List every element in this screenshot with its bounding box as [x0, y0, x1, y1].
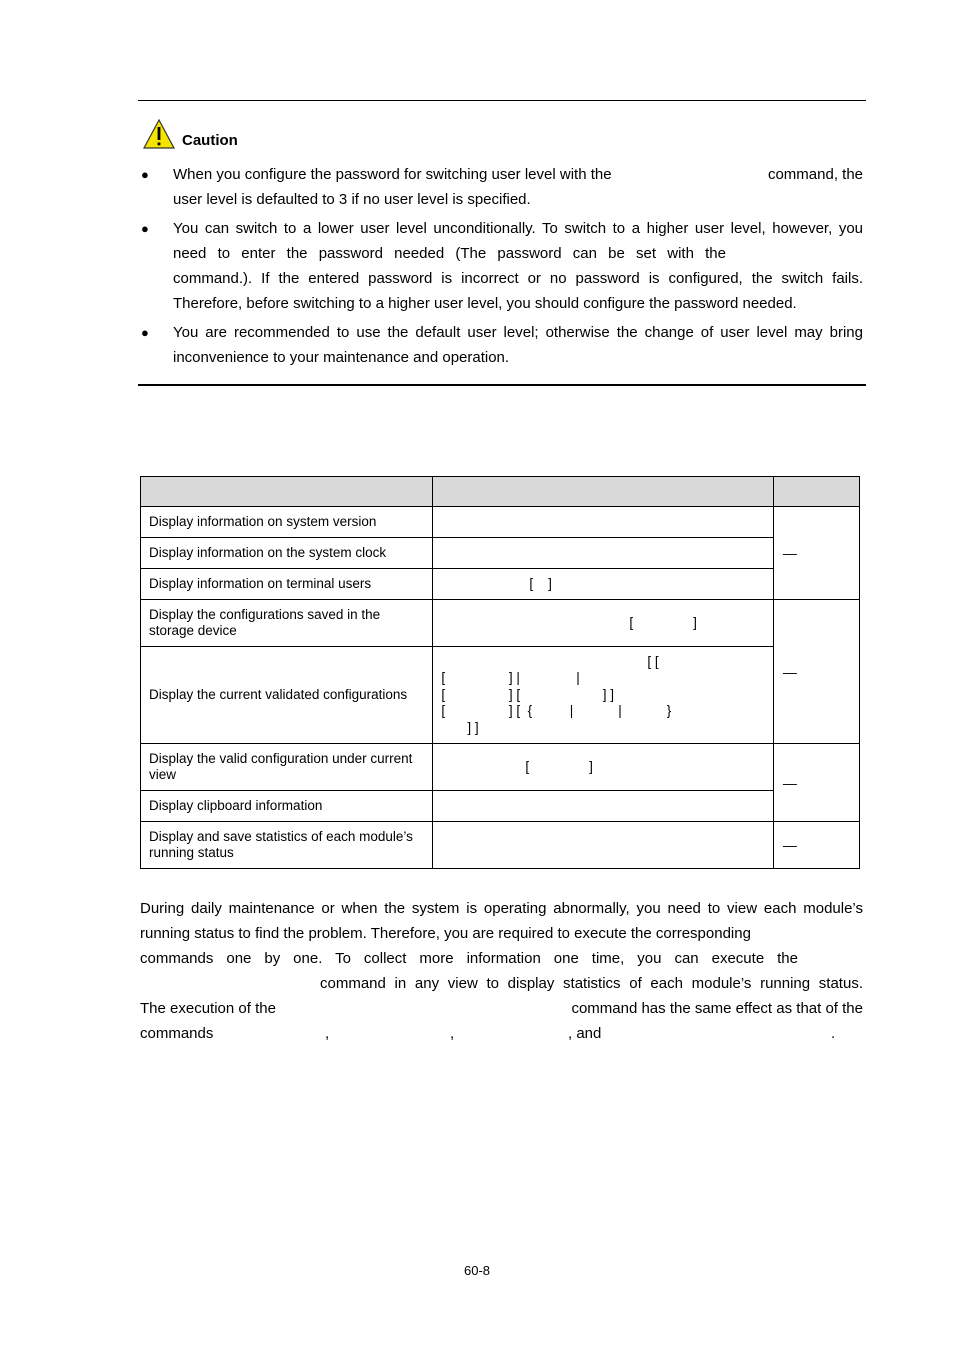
bullet-text: Therefore, before switching to a higher user level, you should configure the password needed.: [173, 295, 797, 312]
table-row: [141, 507, 860, 538]
display-commands-table: [140, 476, 860, 869]
caution-bullet: [140, 320, 863, 370]
table-row: [141, 600, 860, 647]
operation-cell: Display the current validated configurations: [141, 647, 433, 744]
operation-cell: Display the configurations saved in the storage device: [141, 600, 433, 647]
command-cell: [433, 538, 773, 569]
operation-cell: Display the valid configuration under current view: [141, 744, 433, 791]
paragraph-line: commands one by one. To collect more information one time, you can execute the: [140, 950, 798, 967]
command-cell: [433, 647, 773, 744]
bullet-text: command, the: [767, 166, 863, 183]
paragraph-text: commands: [140, 1025, 214, 1042]
paragraph-line: [140, 1021, 863, 1046]
paragraph-text: , and: [568, 1025, 602, 1042]
caution-title: Caution: [182, 132, 238, 149]
paragraph-text: .: [831, 1025, 836, 1042]
command-cell: [433, 569, 773, 600]
bullet-text: When you configure the password for switching user level with the: [173, 166, 612, 183]
bullet-dot: ●: [141, 325, 149, 340]
table-header-row: [141, 477, 860, 507]
operation-cell: Display information on system version: [141, 507, 433, 538]
bullet-text: command.). If the entered password is incorrect or no password is configured, the switch fails.: [173, 270, 863, 287]
operation-cell: Display clipboard information: [141, 791, 433, 822]
warning-triangle-icon: [142, 118, 176, 150]
paragraph-text: ,: [450, 1025, 455, 1042]
command-cell: [433, 822, 773, 869]
operation-cell: Display and save statistics of each module’s running status: [141, 822, 433, 869]
caution-bullet: [140, 216, 863, 316]
bullet-dot: ●: [141, 221, 149, 236]
command-syntax: [ ] | |: [441, 670, 580, 686]
command-syntax: [ ]: [529, 575, 552, 591]
paragraph-line: command in any view to display statistics of each module’s running status.: [320, 975, 863, 992]
command-syntax: [ ]: [629, 614, 697, 630]
command-syntax: ] ]: [467, 719, 479, 735]
paragraph-text: ,: [325, 1025, 330, 1042]
bullet-text: need to enter the password needed (The password can be set with the: [173, 245, 726, 262]
paragraph-line: During daily maintenance or when the system is operating abnormally, you need to view each module’s: [140, 900, 863, 917]
header-cell-operation: [141, 477, 433, 507]
bullet-text: You are recommended to use the default user level; otherwise the change of user level may bring: [173, 324, 863, 341]
table-row: [141, 538, 860, 569]
operation-cell: Display information on terminal users: [141, 569, 433, 600]
command-cell: [433, 791, 773, 822]
operation-cell: Display information on the system clock: [141, 538, 433, 569]
caution-bullets: [140, 162, 863, 374]
paragraph-line: [140, 996, 863, 1021]
bullet-text: inconvenience to your maintenance and operation.: [173, 349, 510, 366]
body-paragraph: [140, 896, 863, 1046]
bullet-line: [173, 162, 863, 187]
command-cell: [433, 744, 773, 791]
paragraph-line: running status to find the problem. Therefore, you are required to execute the corresponding: [140, 925, 751, 942]
paragraph-text: command has the same effect as that of the: [571, 1000, 863, 1017]
table-row: [141, 822, 860, 869]
command-syntax: [ ] [ { | | }: [441, 703, 672, 719]
command-syntax: [ ]: [525, 758, 593, 774]
top-rule: [138, 100, 866, 101]
bullet-text: user level is defaulted to 3 if no user level is specified.: [173, 191, 531, 208]
table-row: [141, 744, 860, 791]
bullet-text: You can switch to a lower user level unconditionally. To switch to a higher user level, however, you: [173, 220, 863, 237]
header-cell-command: [433, 477, 773, 507]
remarks-cell: —: [773, 507, 859, 600]
header-cell-remarks: [773, 477, 859, 507]
command-cell: [433, 600, 773, 647]
command-syntax: [ [: [647, 653, 659, 669]
command-cell: [433, 507, 773, 538]
table-row: [141, 791, 860, 822]
bullet-dot: ●: [141, 167, 149, 182]
remarks-cell: —: [773, 744, 859, 822]
remarks-cell: —: [773, 822, 859, 869]
page-number: 60-8: [463, 1263, 491, 1278]
remarks-cell: —: [773, 600, 859, 744]
bottom-rule: [138, 384, 866, 386]
table-row: [141, 569, 860, 600]
table-row: [141, 647, 860, 744]
paragraph-text: The execution of the: [140, 1000, 276, 1017]
command-syntax: [ ] [ ] ]: [441, 686, 614, 702]
caution-bullet: [140, 162, 863, 212]
